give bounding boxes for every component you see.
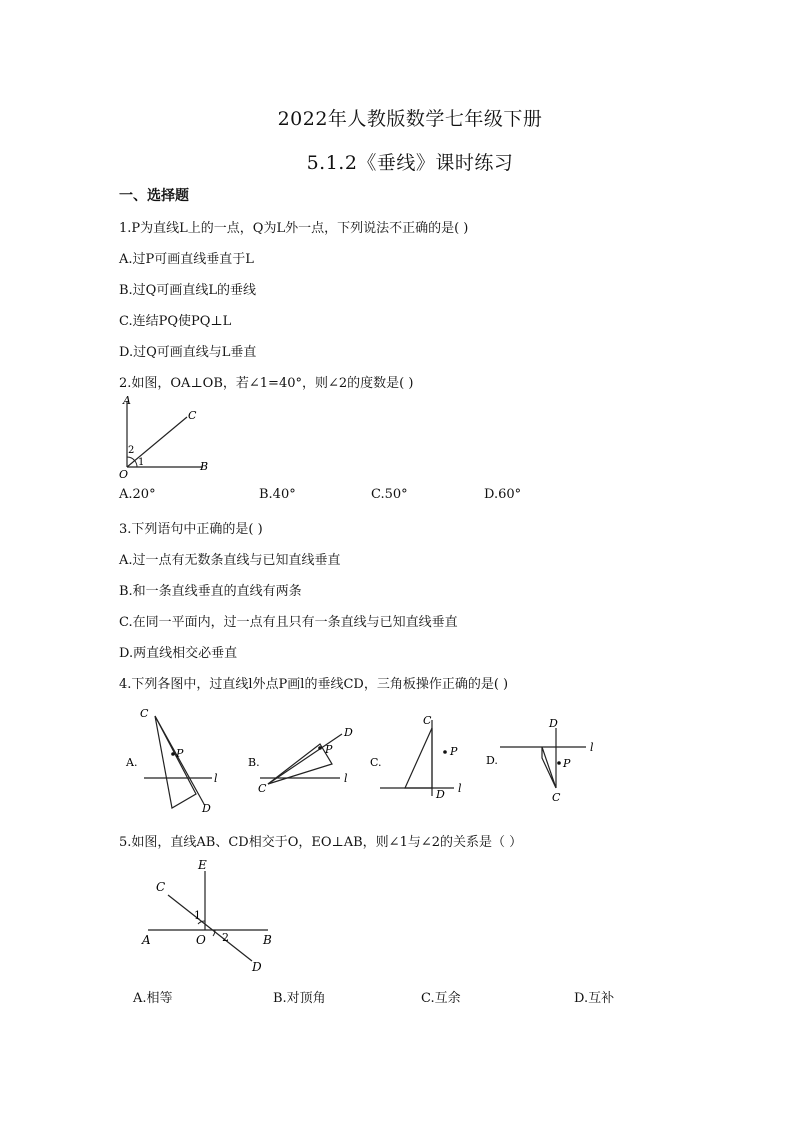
figure-d-label: D. [486, 754, 498, 767]
question-2-option-c: C.50° [371, 487, 408, 502]
figure-d-label-c: C [552, 791, 561, 804]
figure-a-label-d: D [202, 802, 211, 815]
figure-c-label-p: P [450, 745, 458, 758]
question-3-stem: 3.下列语句中正确的是( ) [119, 522, 263, 537]
figure-a-triangle [155, 716, 196, 808]
question-5-option-b: B.对顶角 [273, 991, 326, 1006]
question-5-stem: 5.如图，直线AB、CD相交于O，EO⊥AB，则∠1与∠2的关系是（ ） [119, 835, 523, 850]
ray-oc [127, 417, 187, 467]
label-a: A [123, 395, 131, 407]
question-4-stem: 4.下列各图中，过直线l外点P画l的垂线CD，三角板操作正确的是( ) [119, 677, 509, 692]
figure-d-label-l: l [590, 741, 594, 754]
question-2-option-d: D.60° [484, 487, 522, 502]
figure-b-label-c: C [258, 782, 267, 795]
figure-b-point-p [318, 746, 322, 750]
figure-c-triangle [405, 728, 432, 788]
figure-b-label-p: P [325, 743, 333, 756]
question-3-option-c: C.在同一平面内，过一点有且只有一条直线与已知直线垂直 [119, 615, 458, 630]
label-b: B [263, 933, 272, 947]
label-e: E [198, 858, 207, 872]
angle-arc [127, 457, 135, 461]
question-1-option-c: C.连结PQ使PQ⊥L [119, 314, 232, 329]
figure-d [486, 717, 594, 804]
figure-a-label: A. [126, 756, 138, 769]
question-2-stem: 2.如图，OA⊥OB，若∠1=40°，则∠2的度数是( ) [119, 376, 414, 391]
label-b: B [200, 460, 209, 473]
question-1-stem: 1.P为直线L上的一点，Q为L外一点，下列说法不正确的是( ) [119, 221, 469, 236]
angle-arc-2 [135, 461, 137, 467]
question-5-option-c: C.互余 [421, 991, 461, 1006]
figure-d-label-d: D [549, 717, 558, 730]
figure-b [248, 726, 353, 795]
figure-a-line-cd [155, 716, 204, 804]
section-heading: 一、选择题 [119, 188, 189, 204]
figure-a-label-p: P [176, 747, 184, 760]
figure-b-line-cd [268, 734, 342, 784]
figure-a-point-p [171, 752, 175, 756]
figure-a [125, 707, 218, 815]
page-subtitle: 5.1.2《垂线》课时练习 [306, 152, 514, 174]
figure-b-label-d: D [344, 726, 353, 739]
figure-c [370, 714, 462, 801]
question-4-figures [118, 700, 608, 818]
question-1-option-d: D.过Q可画直线与L垂直 [119, 345, 257, 360]
figure-a-label-l: l [214, 772, 218, 785]
question-5-option-d: D.互补 [574, 991, 615, 1006]
label-o: O [119, 468, 129, 481]
figure-d-label-p: P [563, 757, 571, 770]
question-5-figure [138, 855, 288, 975]
figure-b-label-l: l [344, 772, 348, 785]
label-o: O [196, 933, 206, 947]
figure-d-triangle [542, 747, 556, 788]
question-3-option-b: B.和一条直线垂直的直线有两条 [119, 584, 302, 599]
question-5-option-a: A.相等 [133, 991, 173, 1006]
label-angle-2: 2 [128, 445, 135, 456]
page-title: 2022年人教版数学七年级下册 [277, 108, 543, 130]
label-angle-1: 1 [138, 457, 145, 468]
question-1-option-a: A.过P可画直线垂直于L [119, 252, 254, 267]
figure-c-label: C. [370, 756, 382, 769]
figure-d-point-p [557, 761, 561, 765]
question-3-option-d: D.两直线相交必垂直 [119, 646, 238, 661]
label-angle-2: 2 [222, 931, 229, 944]
figure-c-label-d: D [436, 788, 445, 801]
label-c: C [156, 880, 166, 894]
figure-c-label-l: l [458, 782, 462, 795]
figure-a-label-c: C [140, 707, 149, 720]
figure-b-label: B. [248, 756, 260, 769]
label-angle-1: 1 [194, 909, 201, 922]
question-3-option-a: A.过一点有无数条直线与已知直线垂直 [119, 553, 341, 568]
line-cd [168, 895, 252, 961]
label-c: C [188, 409, 197, 422]
figure-c-label-c: C [423, 714, 432, 727]
question-2-figure [115, 395, 215, 483]
question-2-option-a: A.20° [119, 487, 156, 502]
figure-c-point-p [443, 750, 447, 754]
question-1-option-b: B.过Q可画直线L的垂线 [119, 283, 256, 298]
question-2-option-b: B.40° [259, 487, 296, 502]
label-d: D [252, 960, 262, 974]
label-a: A [142, 933, 151, 947]
